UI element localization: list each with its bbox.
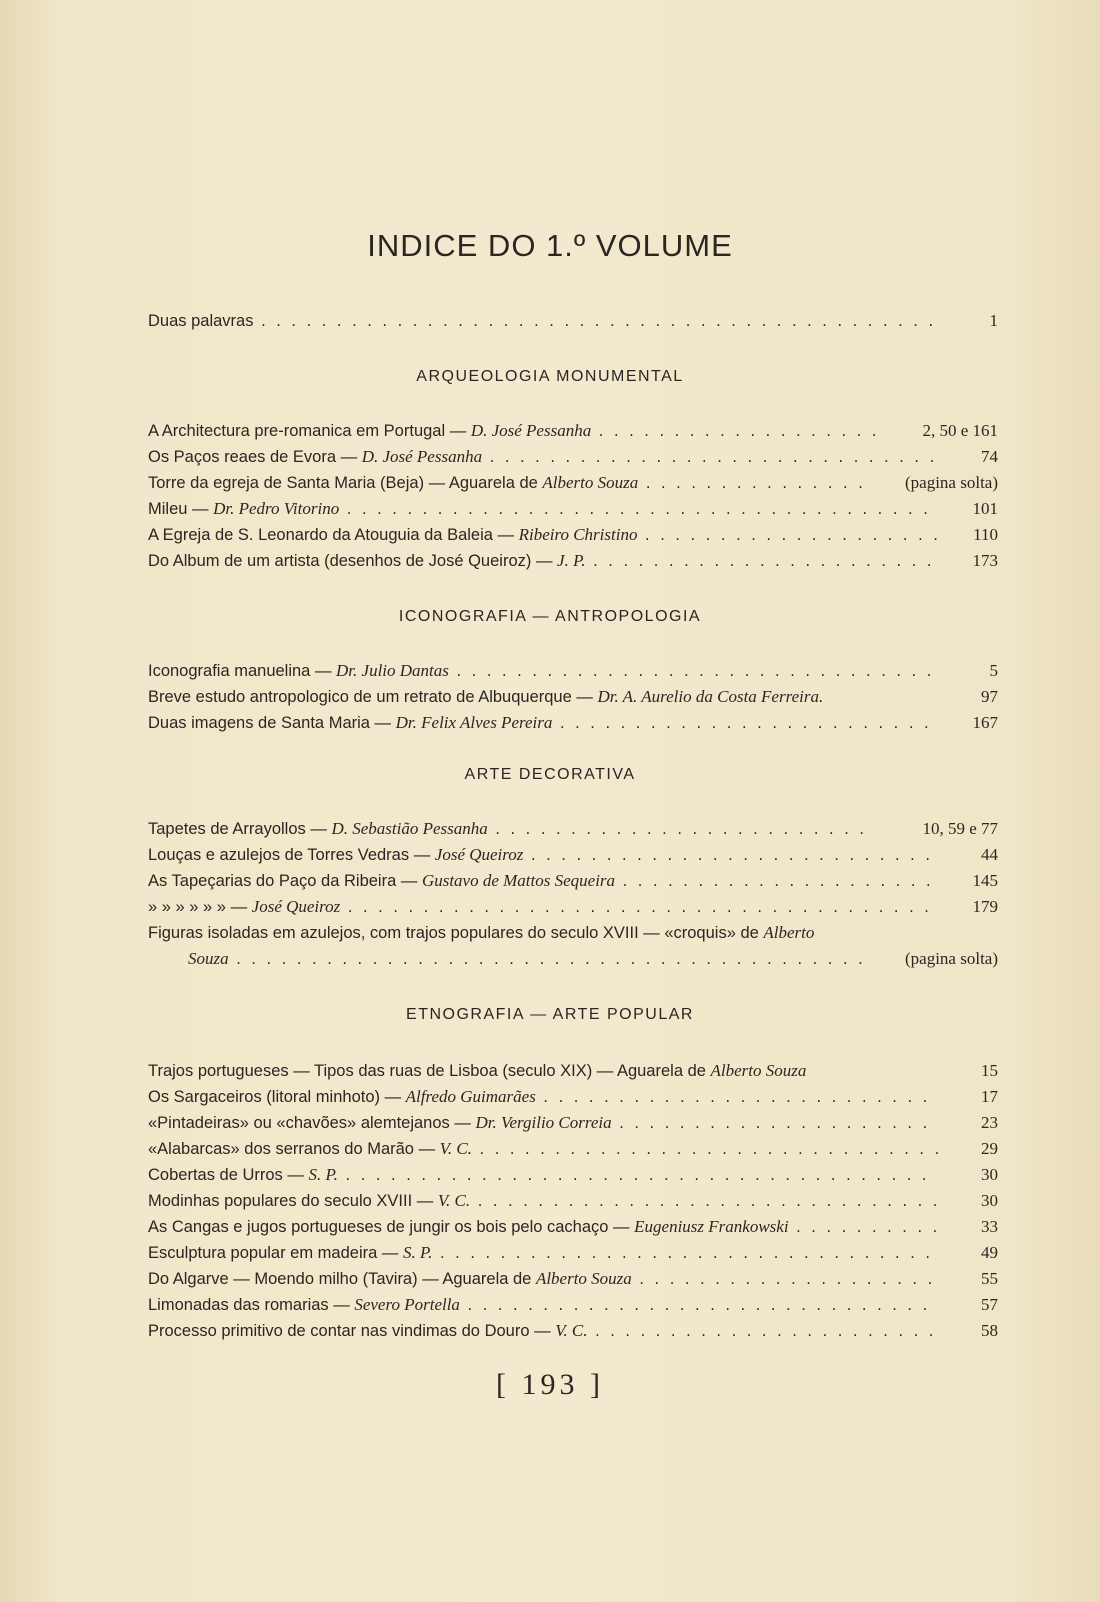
entry-title: Tapetes de Arrayollos — (148, 820, 332, 838)
entry-author: V. C. (437, 1191, 471, 1210)
page-number: 23 (981, 1113, 998, 1132)
page-number: 110 (973, 525, 998, 544)
toc-entry (148, 308, 998, 334)
entry-author: Alfredo Guimarães (405, 1087, 536, 1106)
page-number: 10, 59 e 77 (922, 819, 998, 838)
toc-entry (148, 946, 998, 972)
entry-title: Os Paços reaes de Evora — (148, 448, 362, 466)
page-number: 30 (981, 1165, 998, 1184)
page-number: 5 (989, 661, 998, 680)
entry-title: Figuras isoladas em azulejos, com trajos populares do seculo XVIII — «croquis» de (148, 924, 764, 942)
entry-title: Duas palavras (148, 312, 254, 330)
page-number: 55 (981, 1269, 998, 1288)
entry-author: V. C. (439, 1139, 472, 1158)
toc-entry (148, 548, 998, 574)
toc-entry (148, 868, 998, 894)
page-number: 44 (981, 845, 998, 864)
toc-entry (148, 1058, 998, 1084)
entry-author: D. José Pessanha (361, 447, 483, 466)
toc-entry (148, 710, 998, 736)
page-number: 29 (981, 1139, 998, 1158)
entry-author: S. P. (402, 1243, 433, 1262)
entry-title: A Egreja de S. Leonardo da Atouguia da Baleia — (148, 526, 519, 544)
entry-author: D. Sebastião Pessanha (331, 819, 488, 838)
toc-entry (148, 522, 998, 548)
entry-title: Trajos portugueses — Tipos das ruas de Lisboa (seculo XIX) — Aguarela de (148, 1062, 711, 1080)
toc-entry (148, 496, 998, 522)
toc-entry (148, 920, 998, 946)
toc-entry (148, 1292, 998, 1318)
entry-author: Alberto (763, 923, 815, 942)
entry-title: Torre da egreja de Santa Maria (Beja) — Aguarela de (148, 474, 543, 492)
section-heading: ICONOGRAFIA — ANTROPOLOGIA (398, 608, 702, 625)
entry-title: Duas imagens de Santa Maria — (148, 714, 396, 732)
entry-author: Alberto Souza (710, 1061, 807, 1080)
entry-title: Do Album de um artista (desenhos de José Queiroz) — (148, 552, 558, 570)
entry-title: «Alabarcas» dos serranos do Marão — (148, 1140, 440, 1158)
page-number: 30 (981, 1191, 998, 1210)
section-entries (148, 816, 998, 972)
entry-author: José Queiroz (251, 897, 341, 916)
entry-title: Breve estudo antropologico de um retrato de Albuquerque — (148, 688, 598, 706)
entry-author: Dr. Vergilio Correia (475, 1113, 612, 1132)
page-number: 74 (981, 447, 998, 466)
entry-author: Severo Portella (354, 1295, 460, 1314)
entry-title: «Pintadeiras» ou «chavões» alemtejanos — (148, 1114, 476, 1132)
entry-title: Esculptura popular em madeira — (148, 1244, 403, 1262)
entry-author: Dr. Pedro Vitorino (213, 499, 340, 518)
toc-entry (148, 1266, 998, 1292)
page-number: 15 (981, 1061, 998, 1080)
page-number: 145 (972, 871, 998, 890)
folio-page-number: [ 193 ] (496, 1368, 604, 1401)
page-number: 97 (981, 687, 998, 706)
page-number: (pagina solta) (905, 949, 998, 968)
section-heading: ARTE DECORATIVA (464, 766, 636, 783)
entry-author: Alberto Souza (542, 473, 639, 492)
entry-title: » » » » » » — (148, 898, 252, 916)
page-title: INDICE DO 1.º VOLUME (367, 228, 733, 263)
page-number: 173 (972, 551, 998, 570)
toc-entry (148, 1240, 998, 1266)
entry-author: V. C. (555, 1321, 588, 1340)
entry-title: Cobertas de Urros — (148, 1166, 309, 1184)
toc-entry (148, 470, 998, 496)
toc-entry (148, 1084, 998, 1110)
entry-title: As Tapeçarias do Paço da Ribeira — (148, 872, 422, 890)
section-heading: ARQUEOLOGIA MONUMENTAL (416, 368, 684, 385)
entry-author: Ribeiro Christino (518, 525, 638, 544)
toc-entry (148, 1136, 998, 1162)
page-number: 57 (981, 1295, 998, 1314)
entry-author: Dr. A. Aurelio da Costa Ferreira. (597, 687, 824, 706)
toc-entry (148, 444, 998, 470)
entry-author: Dr. Julio Dantas (336, 661, 449, 680)
page-number: 17 (981, 1087, 998, 1106)
entry-author: Dr. Felix Alves Pereira (395, 713, 553, 732)
toc-entry (148, 1318, 998, 1344)
entry-author: Souza (188, 949, 229, 968)
intro-entry (148, 308, 998, 334)
entry-author: S. P. (308, 1165, 338, 1184)
toc-entry (148, 418, 998, 444)
entry-author: D. José Pessanha (470, 421, 592, 440)
entry-title: Iconografia manuelina — (148, 662, 337, 680)
page-number: 33 (981, 1217, 998, 1236)
page-number: (pagina solta) (905, 473, 998, 492)
toc-entry (148, 842, 998, 868)
entry-title: Processo primitivo de contar nas vindimas do Douro — (148, 1322, 556, 1340)
entry-author: Gustavo de Mattos Sequeira (421, 871, 616, 890)
entry-author: Alberto Souza (535, 1269, 632, 1288)
entry-title: Modinhas populares do seculo XVIII — (148, 1192, 438, 1210)
entry-title: Do Algarve — Moendo milho (Tavira) — Aguarela de (148, 1270, 536, 1288)
toc-entry (148, 1162, 998, 1188)
page-number: 1 (989, 311, 998, 330)
page-number: 167 (972, 713, 998, 732)
section-heading: ETNOGRAFIA — ARTE POPULAR (406, 1006, 694, 1023)
entry-title: Os Sargaceiros (litoral minhoto) — (148, 1088, 406, 1106)
toc-entry (148, 1188, 998, 1214)
page-number: 101 (972, 499, 998, 518)
entry-title: As Cangas e jugos portugueses de jungir os bois pelo cachaço — (148, 1218, 635, 1236)
entry-title: A Architectura pre-romanica em Portugal — (148, 422, 471, 440)
toc-entry (148, 1214, 998, 1240)
toc-entry (148, 816, 998, 842)
section-entries (148, 1058, 998, 1344)
page-number: 58 (981, 1321, 998, 1340)
entry-author: Eugeniusz Frankowski (634, 1217, 789, 1236)
page-number: 2, 50 e 161 (922, 421, 998, 440)
page-number: 179 (972, 897, 998, 916)
entry-author: José Queiroz (434, 845, 524, 864)
section-entries (148, 418, 998, 574)
entry-title: Louças e azulejos de Torres Vedras — (148, 846, 435, 864)
toc-entry (148, 684, 998, 710)
page-number: 49 (981, 1243, 998, 1262)
toc-entry (148, 658, 998, 684)
entry-author: J. P. (557, 551, 586, 570)
toc-entry (148, 1110, 998, 1136)
toc-entry (148, 894, 998, 920)
section-entries (148, 658, 998, 736)
entry-title: Limonadas das romarias — (148, 1296, 355, 1314)
entry-title: Mileu — (148, 500, 214, 518)
